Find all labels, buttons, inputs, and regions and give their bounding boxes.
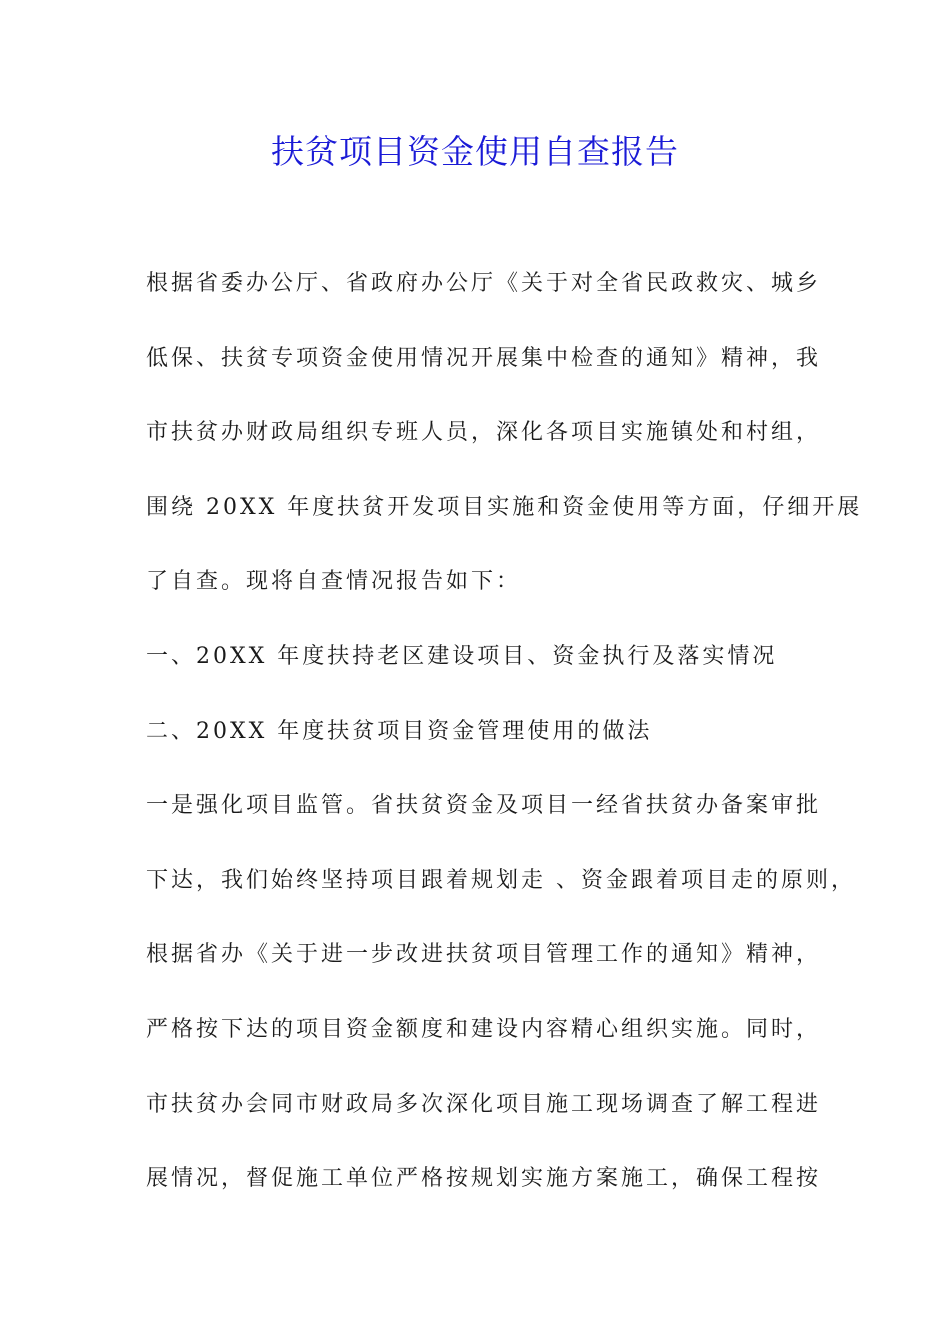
body-line: 一是强化项目监管。省扶贫资金及项目一经省扶贫办备案审批 bbox=[146, 793, 822, 819]
body-line: 市扶贫办财政局组织专班人员，深化各项目实施镇处和村组， bbox=[146, 420, 822, 446]
document-body bbox=[146, 258, 863, 1228]
body-line: 下达，我们始终坚持项目跟着规划走 、资金跟着项目走的原则， bbox=[146, 867, 856, 893]
body-line: 根据省委办公厅、省政府办公厅《关于对全省民政救灾、城乡 bbox=[146, 271, 822, 296]
section-heading-1: 一、20XX 年度扶持老区建设项目、资金执行及落实情况 bbox=[146, 643, 778, 669]
section-heading-2: 二、20XX 年度扶贫项目资金管理使用的做法 bbox=[146, 718, 653, 744]
body-line: 低保、扶贫专项资金使用情况开展集中检查的通知》精神，我 bbox=[146, 345, 822, 371]
document-title: 扶贫项目资金使用自查报告 bbox=[271, 132, 679, 171]
body-line: 了自查。现将自查情况报告如下： bbox=[146, 569, 522, 595]
body-line: 市扶贫办会同市财政局多次深化项目施工现场调查了解工程进 bbox=[146, 1091, 822, 1117]
body-line: 根据省办《关于进一步改进扶贫项目管理工作的通知》精神， bbox=[146, 942, 822, 968]
body-line: 围绕 20XX 年度扶贫开发项目实施和资金使用等方面，仔细开展 bbox=[146, 494, 863, 520]
body-line: 严格按下达的项目资金额度和建设内容精心组织实施。同时， bbox=[146, 1016, 822, 1042]
body-line: 展情况，督促施工单位严格按规划实施方案施工，确保工程按 bbox=[146, 1166, 822, 1192]
